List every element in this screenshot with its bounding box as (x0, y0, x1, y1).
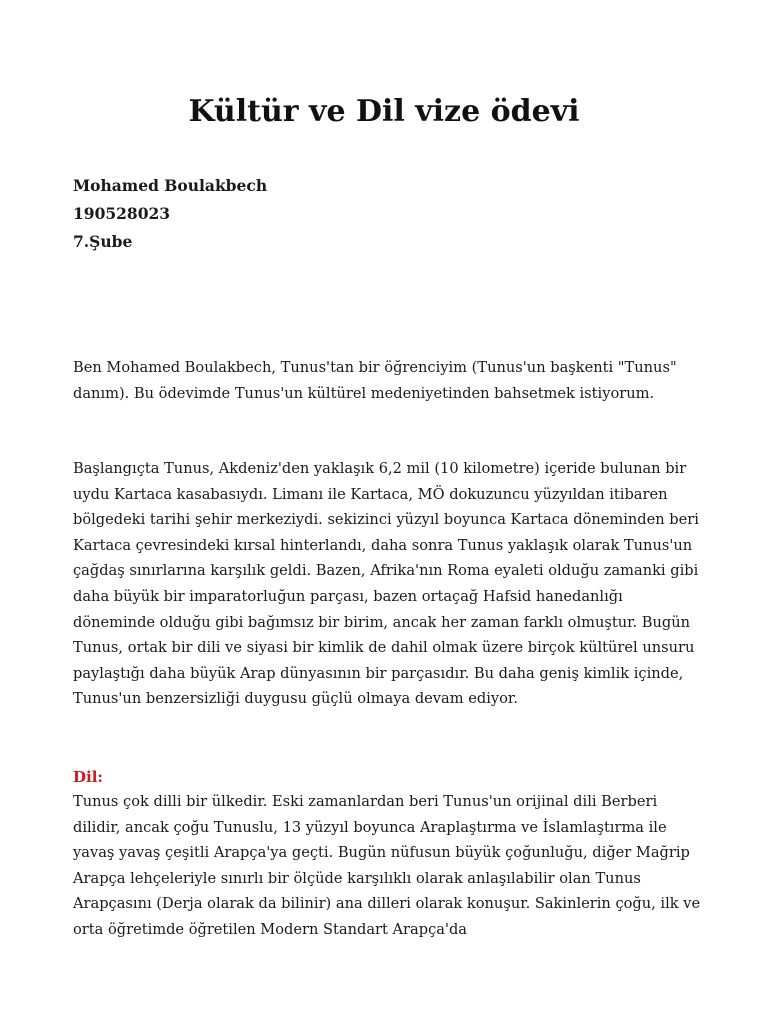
author-block (73, 172, 267, 256)
student-id: 190528023 (73, 204, 171, 223)
language-section-paragraph: Tunus çok dilli bir ülkedir. Eski zamanlardan beri Tunus'un orijinal dili Berberi dilidir, ancak çoğu Tunuslu, 13 yüzyıl boyunca Araplaştırma ve İslamlaştırma ile yavaş yavaş çeşitli Arapça'ya geçti. Bugün nüfusun büyük çoğunluğu, diğer Mağrip Arapça lehçeleriyle sınırlı bir ölçüde karşılıklı olarak anlaşılabilir olan Tunus Arapçasını (Derja olarak da bilinir) ana dilleri olarak konuşur. Sakinlerin çoğu, ilk ve orta öğretimde öğretilen Modern Standart Arapça'da (73, 793, 701, 938)
intro-paragraph: Ben Mohamed Boulakbech, Tunus'tan bir öğrenciyim (Tunus'un başkenti "Tunus" danım). Bu ödevimde Tunus'un kültürel medeniyetinden bahsetmek istiyorum. (73, 359, 677, 402)
document-title: Kültür ve Dil vize ödevi (188, 94, 580, 129)
history-paragraph: Başlangıçta Tunus, Akdeniz'den yaklaşık 6,2 mil (10 kilometre) içeride bulunan bir uydu Kartaca kasabasıydı. Limanı ile Kartaca, MÖ dokuzuncu yüzyıldan itibaren bölgedeki tarihi şehir merkeziydi. sekizinci yüzyıl boyunca Kartaca döneminden beri Kartaca çevresindeki kırsal hinterlandı, daha sonra Tunus yaklaşık olarak Tunus'un çağdaş sınırlarına karşılık geldi. Bazen, Afrika'nın Roma eyaleti olduğu zamanki gibi daha büyük bir imparatorluğun parçası, bazen ortaçağ Hafsid hanedanlığı döneminde olduğu gibi bağımsız bir birim, ancak her zaman farklı olmuştur. Bugün Tunus, ortak bir dili ve siyasi bir kimlik de dahil olmak üzere birçok kültürel unsuru paylaştığı daha büyük Arap dünyasının bir parçasıdır. Bu daha geniş kimlik içinde, Tunus'un benzersizliği duygusu güçlü olmaya devam ediyor. (73, 460, 699, 708)
class-section: 7.Şube (73, 232, 133, 251)
author-name: Mohamed Boulakbech (73, 176, 268, 195)
language-section-heading: Dil: (73, 768, 103, 786)
